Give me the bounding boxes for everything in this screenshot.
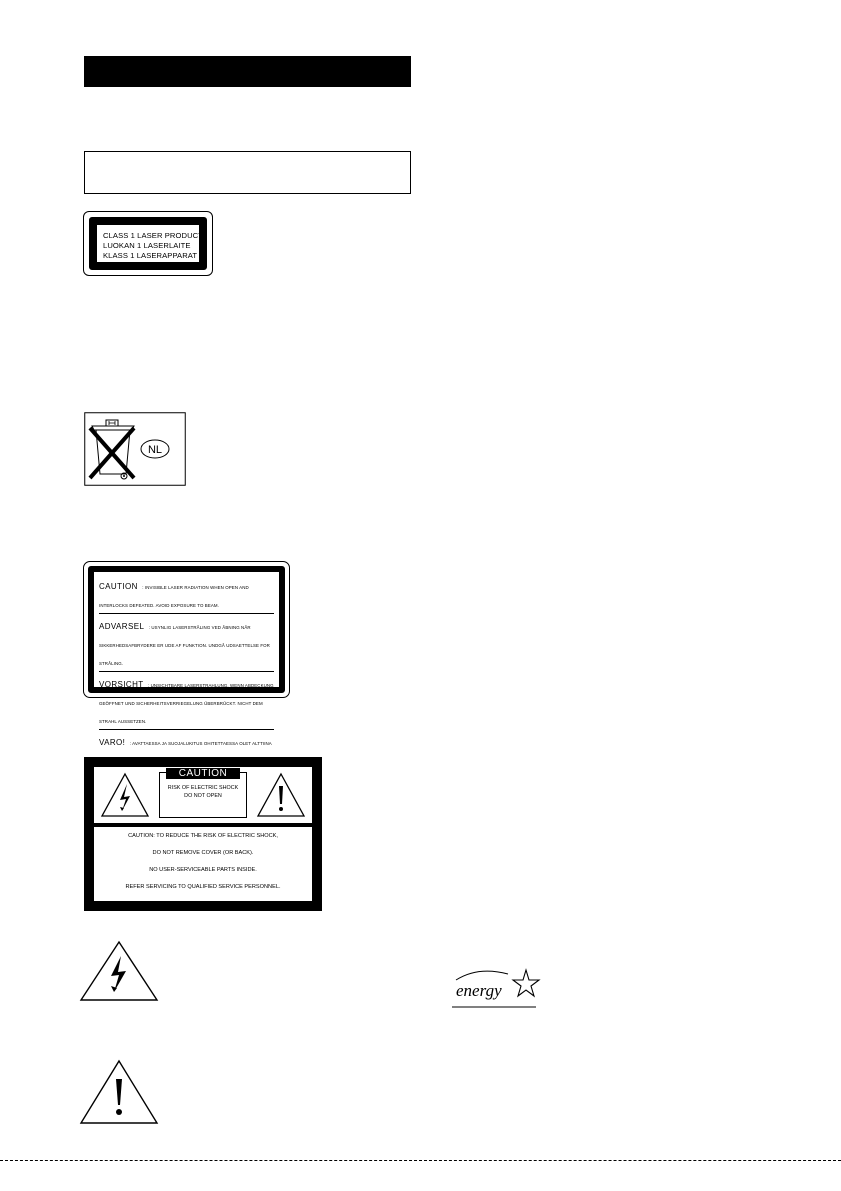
shock-panel-bottom	[94, 827, 312, 901]
lightning-triangle-icon	[100, 772, 150, 818]
laser-class-label	[83, 211, 213, 276]
warning-text: : AVATTAESSA JA SUOJALUKITUS OHITETTAESSA OLET ALTTIINA	[129, 741, 272, 746]
warning-text: : INVISIBLE LASER RADIATION WHEN OPEN AND INTERLOCKS DEFEATED. AVOID EXPOSURE TO BEAM.	[99, 585, 249, 608]
shock-caption-box	[159, 768, 247, 818]
notice-box	[84, 151, 411, 194]
recycling-mark	[84, 412, 186, 486]
section-header-bar	[84, 56, 411, 87]
warning-row	[99, 616, 274, 672]
energy-logo-text: energy	[456, 981, 502, 1000]
risk-line: RISK OF ELECTRIC SHOCK	[167, 785, 239, 791]
warning-text: : USYNLIG LASERSTRÅLING VED ÅBNING NÅR SIKKERHEDSAFBRYDERE ER UDE AF FUNKTION. UNDGÅ UDSAETTELSE FOR STRÅLING.	[99, 625, 270, 666]
multilingual-caution-label	[83, 561, 290, 747]
warning-row	[99, 576, 274, 614]
exclamation-warning-icon	[79, 1059, 159, 1125]
lightning-warning-icon	[79, 940, 159, 1002]
warning-heading: VORSICHT	[99, 680, 144, 689]
laser-label-line: CLASS 1 LASER PRODUCT	[103, 231, 204, 240]
crossed-bin-icon	[84, 412, 186, 486]
warning-heading: CAUTION	[99, 582, 138, 591]
shock-instruction-line: DO NOT REMOVE COVER (OR BACK).	[152, 850, 254, 856]
electric-shock-caution-panel	[84, 757, 322, 911]
risk-line: DO NOT OPEN	[184, 793, 222, 799]
shock-instruction-line: REFER SERVICING TO QUALIFIED SERVICE PERSONNEL.	[125, 884, 281, 890]
shock-caution-title: CAUTION	[166, 768, 240, 779]
laser-label-line: KLASS 1 LASERAPPARAT	[103, 251, 198, 260]
warning-heading: ADVARSEL	[99, 622, 145, 631]
warning-text: : UNSICHTBARE LASERSTRAHLUNG, WENN ABDECKUNG GEÖFFNET UND SICHERHEITSVERRIEGELUNG ÜBERBRÜCKT. NICHT DEM STRAHL AUSSETZEN.	[99, 683, 274, 724]
shock-instruction-line: NO USER-SERVICEABLE PARTS INSIDE.	[149, 867, 257, 873]
laser-label-line: LUOKAN 1 LASERLAITE	[103, 241, 191, 250]
warning-row	[99, 674, 274, 730]
shock-panel-top	[94, 767, 312, 823]
warning-heading: VARO!	[99, 738, 126, 747]
country-code-text: NL	[147, 444, 163, 456]
exclamation-triangle-icon	[256, 772, 306, 818]
shock-instruction-line: CAUTION: TO REDUCE THE RISK OF ELECTRIC SHOCK,	[128, 833, 278, 839]
page-bottom-rule	[0, 1160, 841, 1161]
energy-star-logo	[450, 966, 542, 1010]
